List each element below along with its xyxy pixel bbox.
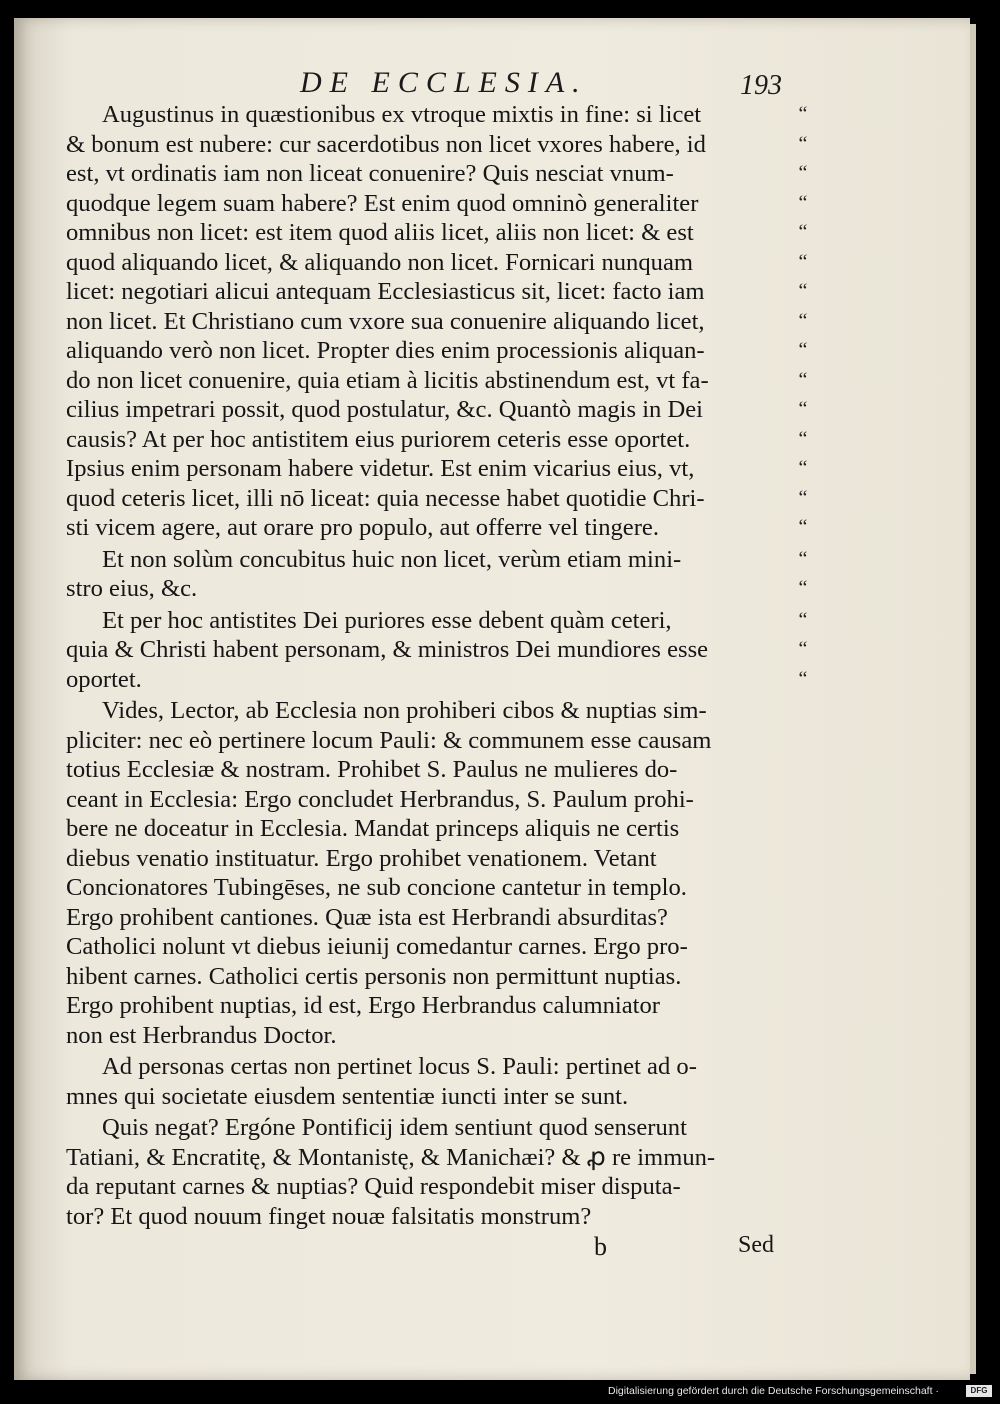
text-line: mnes qui societate eiusdem sententiæ iuncti inter se sunt.	[66, 1082, 629, 1110]
text-line: causis? At per hoc antistitem eius puriorem ceteris esse oportet.	[66, 425, 691, 453]
text-line: Augustinus in quæstionibus ex vtroque mixtis in fine: si licet	[102, 101, 702, 128]
text-line: tor? Et quod nouum finget nouæ falsitatis monstrum?	[66, 1202, 592, 1230]
quote-mark: “	[798, 547, 808, 570]
text-line: Catholici nolunt vt diebus ieiunij comedantur carnes. Ergo pro-	[66, 933, 688, 960]
text-line: da reputant carnes & nuptias? Quid respondebit miser disputa-	[66, 1173, 681, 1200]
quote-mark: “	[798, 638, 808, 660]
quote-mark: “	[798, 427, 808, 450]
body-text	[66, 100, 794, 1231]
text-line: oportet.	[66, 665, 142, 693]
text-line: licet: negotiari alicui antequam Ecclesiasticus sit, licet: facto iam	[66, 278, 705, 305]
catchword: Sed	[738, 1232, 774, 1258]
text-line: Ergo prohibent nuptias, id est, Ergo Herbrandus calumniator	[66, 992, 660, 1019]
text-line: aliquando verò non licet. Propter dies enim processionis aliquan-	[66, 337, 705, 364]
text-line: quia & Christi habent personam, & ministros Dei mundiores esse	[66, 636, 709, 663]
text-line: Ergo prohibent cantiones. Quæ ista est Herbrandi absurditas?	[66, 903, 668, 931]
text-line: cilius impetrari possit, quod postulatur, &c. Quantò magis in Dei	[66, 396, 703, 423]
quote-mark: “	[798, 280, 808, 302]
quote-mark: “	[798, 250, 808, 273]
text-line: totius Ecclesiæ & nostram. Prohibet S. Paulus ne mulieres do-	[66, 756, 678, 783]
text-line: hibent carnes. Catholici certis personis non permittunt nuptias.	[66, 962, 682, 990]
quote-mark: “	[798, 486, 808, 509]
text-line: Vides, Lector, ab Ecclesia non prohiberi cibos & nuptias sim-	[102, 697, 707, 724]
quote-mark: “	[798, 608, 808, 631]
quote-mark: “	[798, 191, 808, 214]
quote-mark: “	[798, 132, 808, 155]
page-number: 193	[740, 70, 782, 101]
text-line: quod aliquando licet, & aliquando non licet. Fornicari nunquam	[66, 248, 693, 276]
quote-mark: “	[798, 457, 808, 479]
running-head: DE ECCLESIA.	[300, 66, 588, 99]
text-line: Ad personas certas non pertinet locus S. Pauli: pertinet ad o-	[102, 1053, 697, 1080]
text-line: non licet. Et Christiano cum vxore sua conuenire aliquando licet,	[66, 307, 705, 335]
quote-mark: “	[798, 103, 808, 125]
text-line: & bonum est nubere: cur sacerdotibus non licet vxores habere, id	[66, 130, 706, 158]
quote-mark: “	[798, 368, 808, 391]
quote-mark: “	[798, 339, 808, 361]
text-line: pliciter: nec eò pertinere locum Pauli: & communem esse causam	[66, 726, 712, 754]
text-line: bere ne doceatur in Ecclesia. Mandat princeps aliquis ne certis	[66, 815, 680, 842]
text-line: Concionatores Tubingēses, ne sub concione cantetur in templo.	[66, 874, 687, 901]
text-line: sti vicem agere, aut orare pro populo, aut offerre vel tingere.	[66, 514, 659, 541]
dfg-logo: DFG	[966, 1385, 992, 1397]
text-line: quodque legem suam habere? Est enim quod omninò generaliter	[66, 189, 699, 217]
text-line: diebus venatio instituatur. Ergo prohibet venationem. Vetant	[66, 844, 657, 872]
text-line: do non licet conuenire, quia etiam à licitis abstinendum est, vt fa-	[66, 366, 709, 394]
quote-mark: “	[798, 577, 808, 599]
text-line: non est Herbrandus Doctor.	[66, 1021, 337, 1049]
text-line: ceant in Ecclesia: Ergo concludet Herbrandus, S. Paulum prohi-	[66, 785, 694, 813]
margin-quote-marks	[788, 100, 818, 694]
text-line: Ipsius enim personam habere videtur. Est enim vicarius eius, vt,	[66, 455, 695, 482]
text-line: Et non solùm concubitus huic non licet, verùm etiam mini-	[102, 545, 682, 573]
quote-mark: “	[798, 667, 808, 690]
quote-mark: “	[798, 398, 808, 420]
text-line: quod ceteris licet, illi nō liceat: quia necesse habet quotidie Chri-	[66, 484, 705, 512]
quote-mark: “	[798, 309, 808, 332]
text-line: omnibus non licet: est item quod aliis licet, aliis non licet: & est	[66, 219, 694, 246]
page-edge	[970, 24, 976, 1374]
text-line: stro eius, &c.	[66, 575, 198, 602]
signature-mark: b	[594, 1232, 607, 1261]
quote-mark: “	[798, 221, 808, 243]
quote-mark: “	[798, 516, 808, 538]
text-line: Quis negat? Ergóne Pontificij idem sentiunt quod senserunt	[102, 1114, 687, 1141]
text-line: Tatiani, & Encratitę, & Montanistę, & Manichæi? & ꝓ re immun-	[66, 1143, 716, 1171]
quote-mark: “	[798, 162, 808, 184]
text-line: est, vt ordinatis iam non liceat conuenire? Quis nesciat vnum-	[66, 160, 674, 187]
text-line: Et per hoc antistites Dei puriores esse debent quàm ceteri,	[102, 606, 672, 634]
digitization-credit: Digitalisierung gefördert durch die Deutsche Forschungsgemeinschaft ·	[608, 1385, 939, 1397]
